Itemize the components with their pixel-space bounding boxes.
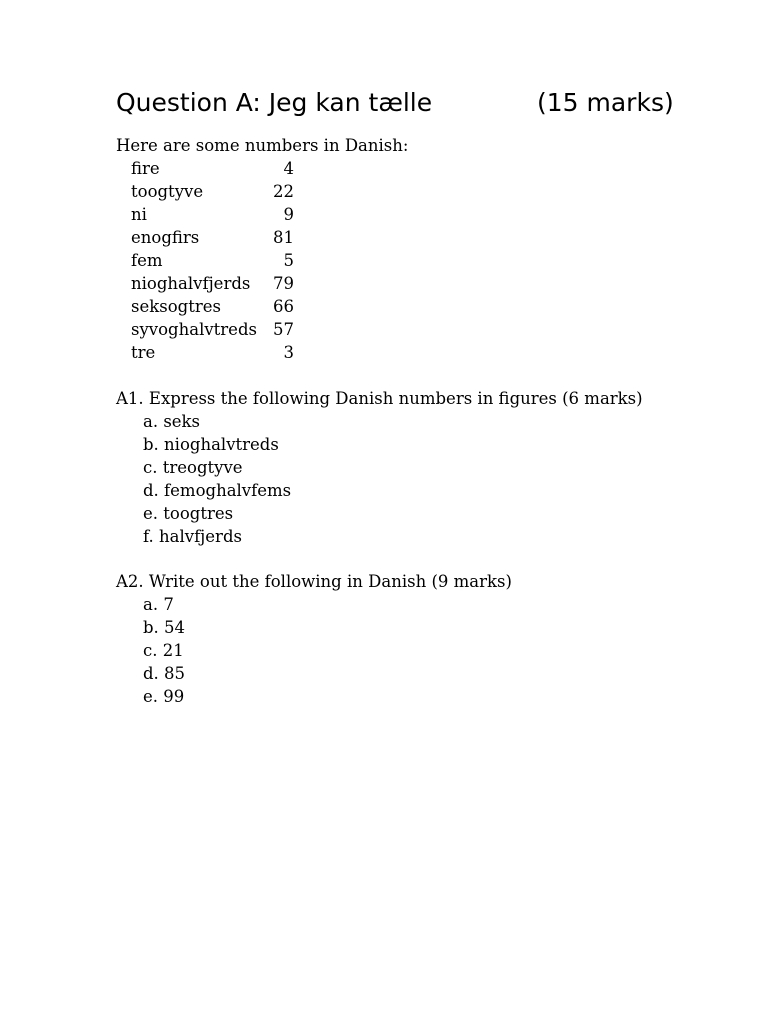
a2-heading: A2. Write out the following in Danish (9 marks) bbox=[116, 572, 512, 591]
list-item: b. 54 bbox=[143, 618, 186, 637]
danish-word: enogfirs bbox=[131, 228, 200, 247]
number-figure: 79 bbox=[273, 274, 294, 293]
number-row bbox=[131, 226, 301, 249]
number-row bbox=[131, 203, 301, 226]
number-figure: 5 bbox=[283, 251, 294, 270]
number-figure: 81 bbox=[273, 228, 294, 247]
danish-word: fem bbox=[131, 251, 163, 270]
number-row bbox=[131, 272, 301, 295]
list-item: d. 85 bbox=[143, 664, 186, 683]
number-figure: 4 bbox=[283, 159, 294, 178]
number-row bbox=[131, 180, 301, 203]
number-figure: 22 bbox=[273, 182, 294, 201]
number-figure: 3 bbox=[283, 343, 294, 362]
list-item: e. toogtres bbox=[143, 504, 234, 523]
danish-word: ni bbox=[131, 205, 147, 224]
list-item: c. 21 bbox=[143, 641, 184, 660]
intro-text: Here are some numbers in Danish: bbox=[116, 136, 409, 155]
a1-heading: A1. Express the following Danish numbers in figures (6 marks) bbox=[116, 389, 643, 408]
list-item: f. halvfjerds bbox=[143, 527, 242, 546]
danish-numbers-table bbox=[131, 157, 301, 364]
list-item: d. femoghalvfems bbox=[143, 481, 292, 500]
question-title-text: Question A: Jeg kan tælle bbox=[116, 88, 433, 117]
list-item: e. 99 bbox=[143, 687, 185, 706]
a2-item-list bbox=[143, 593, 185, 708]
number-row bbox=[131, 295, 301, 318]
number-figure: 9 bbox=[283, 205, 294, 224]
list-item: a. seks bbox=[143, 412, 201, 431]
number-row bbox=[131, 341, 301, 364]
number-row bbox=[131, 157, 301, 180]
danish-word: toogtyve bbox=[131, 182, 204, 201]
danish-word: syvoghalvtreds bbox=[131, 320, 257, 339]
question-total-marks: (15 marks) bbox=[537, 88, 674, 117]
danish-word: fire bbox=[131, 159, 160, 178]
number-row bbox=[131, 249, 301, 272]
number-figure: 66 bbox=[273, 297, 294, 316]
list-item: c. treogtyve bbox=[143, 458, 243, 477]
danish-word: nioghalvfjerds bbox=[131, 274, 251, 293]
danish-word: tre bbox=[131, 343, 156, 362]
question-title bbox=[116, 84, 686, 122]
a1-item-list bbox=[143, 410, 291, 548]
list-item: a. 7 bbox=[143, 595, 174, 614]
danish-word: seksogtres bbox=[131, 297, 221, 316]
number-figure: 57 bbox=[273, 320, 294, 339]
list-item: b. nioghalvtreds bbox=[143, 435, 279, 454]
number-row bbox=[131, 318, 301, 341]
